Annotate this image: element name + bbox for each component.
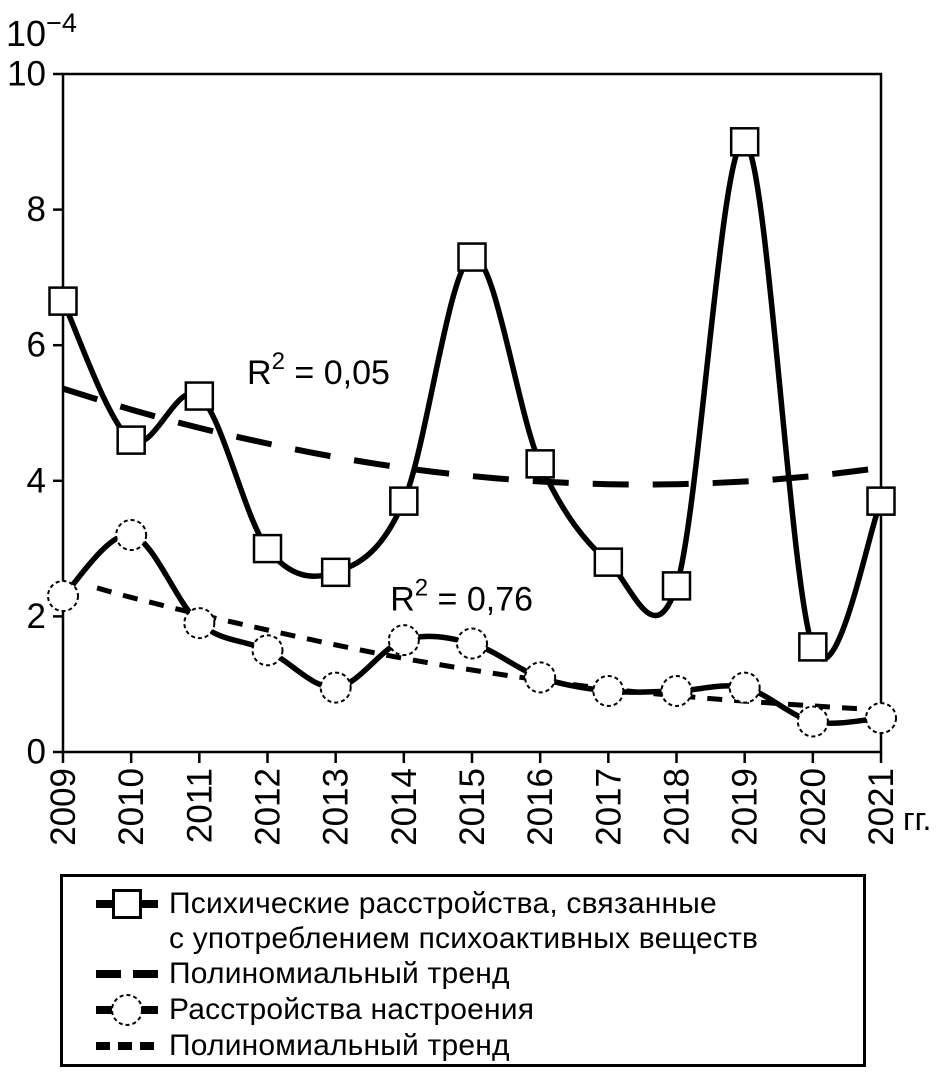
- long-dash-line-marker-icon: [96, 956, 158, 992]
- x-axis-tick-label-2020: 2020: [793, 768, 833, 846]
- x-axis-tick-label-2018: 2018: [657, 768, 697, 846]
- legend-label-line: Полиномиальный тренд: [169, 957, 510, 990]
- marker-square-psychoactive-2017: [595, 549, 622, 576]
- marker-circle-mood-2016: [525, 662, 555, 692]
- marker-circle-mood-2019: [730, 673, 760, 703]
- legend-circle-glyph: [112, 995, 142, 1025]
- marker-circle-mood-2020: [798, 706, 828, 736]
- marker-square-psychoactive-2011: [186, 383, 213, 410]
- x-axis-tick-label-2014: 2014: [384, 768, 424, 846]
- x-axis-tick-label-2012: 2012: [248, 768, 288, 846]
- legend-dot-glyph: [118, 1042, 132, 1050]
- annotation-prefix: R: [247, 353, 272, 392]
- x-axis-tick-label-2013: 2013: [316, 768, 356, 846]
- legend-label-line: Полиномиальный тренд: [169, 1029, 510, 1062]
- legend-dash-glyph: [96, 970, 121, 978]
- annotation-prefix: R: [390, 580, 415, 619]
- legend-label: [169, 886, 758, 956]
- marker-circle-mood-2009: [48, 581, 78, 611]
- annotation-superscript: 2: [271, 347, 285, 375]
- marker-circle-mood-2021: [866, 703, 896, 733]
- x-axis-tick-label-2017: 2017: [589, 768, 629, 846]
- legend-label: [169, 956, 510, 991]
- marker-circle-mood-2017: [593, 676, 623, 706]
- annotation-superscript: 2: [414, 574, 429, 602]
- x-axis-tick-label-2009: 2009: [44, 768, 83, 846]
- legend-label-line: Расстройства настроения: [169, 993, 535, 1026]
- x-axis-tick-label-2015: 2015: [453, 768, 492, 846]
- marker-square-psychoactive-2020: [799, 633, 826, 660]
- annotation-suffix: = 0,76: [428, 580, 534, 619]
- y-axis-tick-label-8: 8: [26, 190, 46, 230]
- legend-label: [169, 1028, 510, 1063]
- legend-label: [169, 992, 534, 1027]
- legend-label-line: с употреблением психоактивных веществ: [169, 922, 759, 955]
- marker-circle-mood-2010: [116, 520, 146, 550]
- marker-square-psychoactive-2009: [50, 288, 77, 315]
- y-axis-tick-label-2: 2: [26, 596, 46, 636]
- y-scale-exponent-label: [6, 8, 77, 54]
- legend-dot-glyph: [96, 1042, 110, 1050]
- y-axis-tick-label-4: 4: [26, 461, 46, 501]
- marker-circle-mood-2018: [662, 676, 692, 706]
- marker-circle-mood-2013: [321, 673, 351, 703]
- marker-circle-mood-2012: [253, 635, 283, 665]
- y-scale-base: 10: [6, 13, 47, 54]
- square-line-marker-icon: [96, 886, 158, 922]
- x-axis-unit-label: гг.: [903, 801, 932, 837]
- marker-circle-mood-2015: [457, 629, 487, 659]
- annotation-suffix: = 0,05: [284, 353, 390, 392]
- marker-square-psychoactive-2021: [868, 488, 895, 515]
- legend-inner: [63, 877, 863, 1064]
- x-axis-tick-label-2016: 2016: [521, 768, 561, 846]
- annotation-r2-mood: [390, 574, 533, 618]
- legend-dash-glyph: [133, 970, 158, 978]
- annotation-r2-psychoactive: [247, 348, 390, 392]
- y-scale-exponent: −4: [46, 8, 77, 38]
- legend-item-mood: [63, 992, 863, 1028]
- marker-square-psychoactive-2012: [254, 535, 281, 562]
- marker-square-psychoactive-2010: [118, 427, 145, 454]
- marker-square-psychoactive-2013: [322, 559, 349, 586]
- circle-line-marker-icon: [96, 992, 158, 1028]
- x-axis-tick-label-2010: 2010: [112, 768, 152, 846]
- marker-square-psychoactive-2018: [663, 572, 690, 599]
- legend-dot-glyph: [140, 1042, 154, 1050]
- y-axis-tick-label-0: 0: [26, 732, 46, 772]
- marker-square-psychoactive-2015: [459, 244, 486, 271]
- dotted-line-marker-icon: [96, 1028, 158, 1064]
- marker-square-psychoactive-2016: [527, 450, 554, 477]
- legend-item-mood-trend: [63, 1028, 863, 1064]
- legend-square-glyph: [114, 891, 141, 918]
- marker-circle-mood-2014: [389, 625, 419, 655]
- legend-item-psychoactive-trend: [63, 956, 863, 992]
- chart-legend: [60, 874, 866, 1067]
- legend-label-line: Психические расстройства, связанные: [169, 887, 717, 920]
- x-axis-tick-label-2019: 2019: [725, 768, 765, 846]
- y-axis-tick-label-6: 6: [26, 325, 46, 365]
- y-axis-tick-label-10: 10: [7, 54, 46, 94]
- x-axis-tick-label-2011: 2011: [180, 768, 220, 844]
- marker-circle-mood-2011: [184, 608, 214, 638]
- marker-square-psychoactive-2019: [731, 128, 758, 155]
- legend-item-psychoactive: [63, 886, 863, 956]
- x-axis-tick-label-2021: 2021: [862, 768, 901, 846]
- marker-square-psychoactive-2014: [390, 488, 417, 515]
